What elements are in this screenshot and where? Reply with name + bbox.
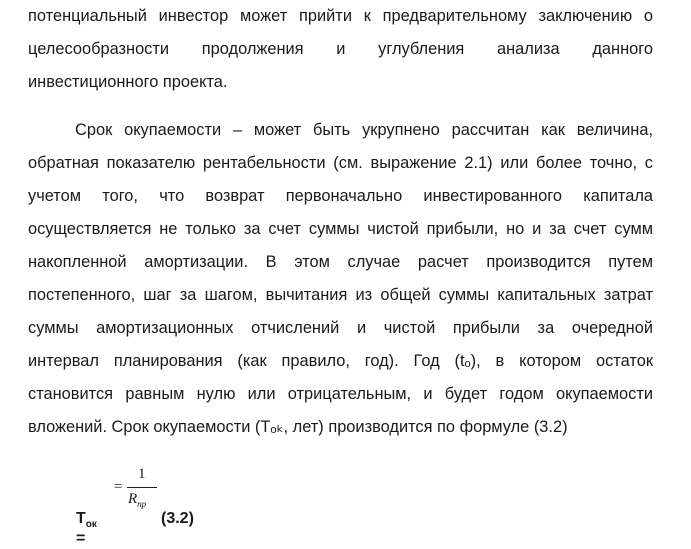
text-line: обратная показателю рентабельности (см. выражение 2.1) или более точно, с	[28, 154, 653, 172]
text-line: Срок окупаемости – может быть укрупнено рассчитан как величина,	[75, 121, 653, 139]
formula-lhs: $Т_{ок}$ =	[76, 510, 97, 548]
text-line: целесообразности продолжения и углубления анализа данного	[28, 40, 653, 58]
text-line: накопленной амортизации. В этом случае расчет производится путем	[28, 253, 653, 271]
formula-equals-sign: =	[114, 479, 123, 495]
text-line: вложений. Срок окупаемости (Тₒₖ, лет) производится по формуле (3.2)	[28, 418, 568, 436]
text-line: инвестиционного проекта.	[28, 73, 228, 91]
text-line: осуществляется не только за счет суммы чистой прибыли, но и за счет сумм	[28, 220, 653, 238]
text-line: потенциальный инвестор может прийти к предварительному заключению о	[28, 7, 653, 25]
formula-numerator: 1	[138, 466, 146, 482]
text-line: суммы амортизационных отчислений и чистой прибыли за очередной	[28, 319, 653, 337]
text-line: учетом того, что возврат первоначально инвестированного капитала	[28, 187, 653, 205]
text-line: интервал планирования (как правило, год). Год (tₒ), в котором остаток	[28, 352, 653, 370]
formula-number: (3.2)	[161, 510, 194, 527]
fraction-bar	[127, 487, 157, 488]
formula-denominator: $R_{пр}$	[128, 491, 147, 509]
text-line: становится равным нулю или отрицательным, и будет годом окупаемости	[28, 385, 653, 403]
text-line: постепенного, шаг за шагом, вычитания из общей суммы капитальных затрат	[28, 286, 653, 304]
